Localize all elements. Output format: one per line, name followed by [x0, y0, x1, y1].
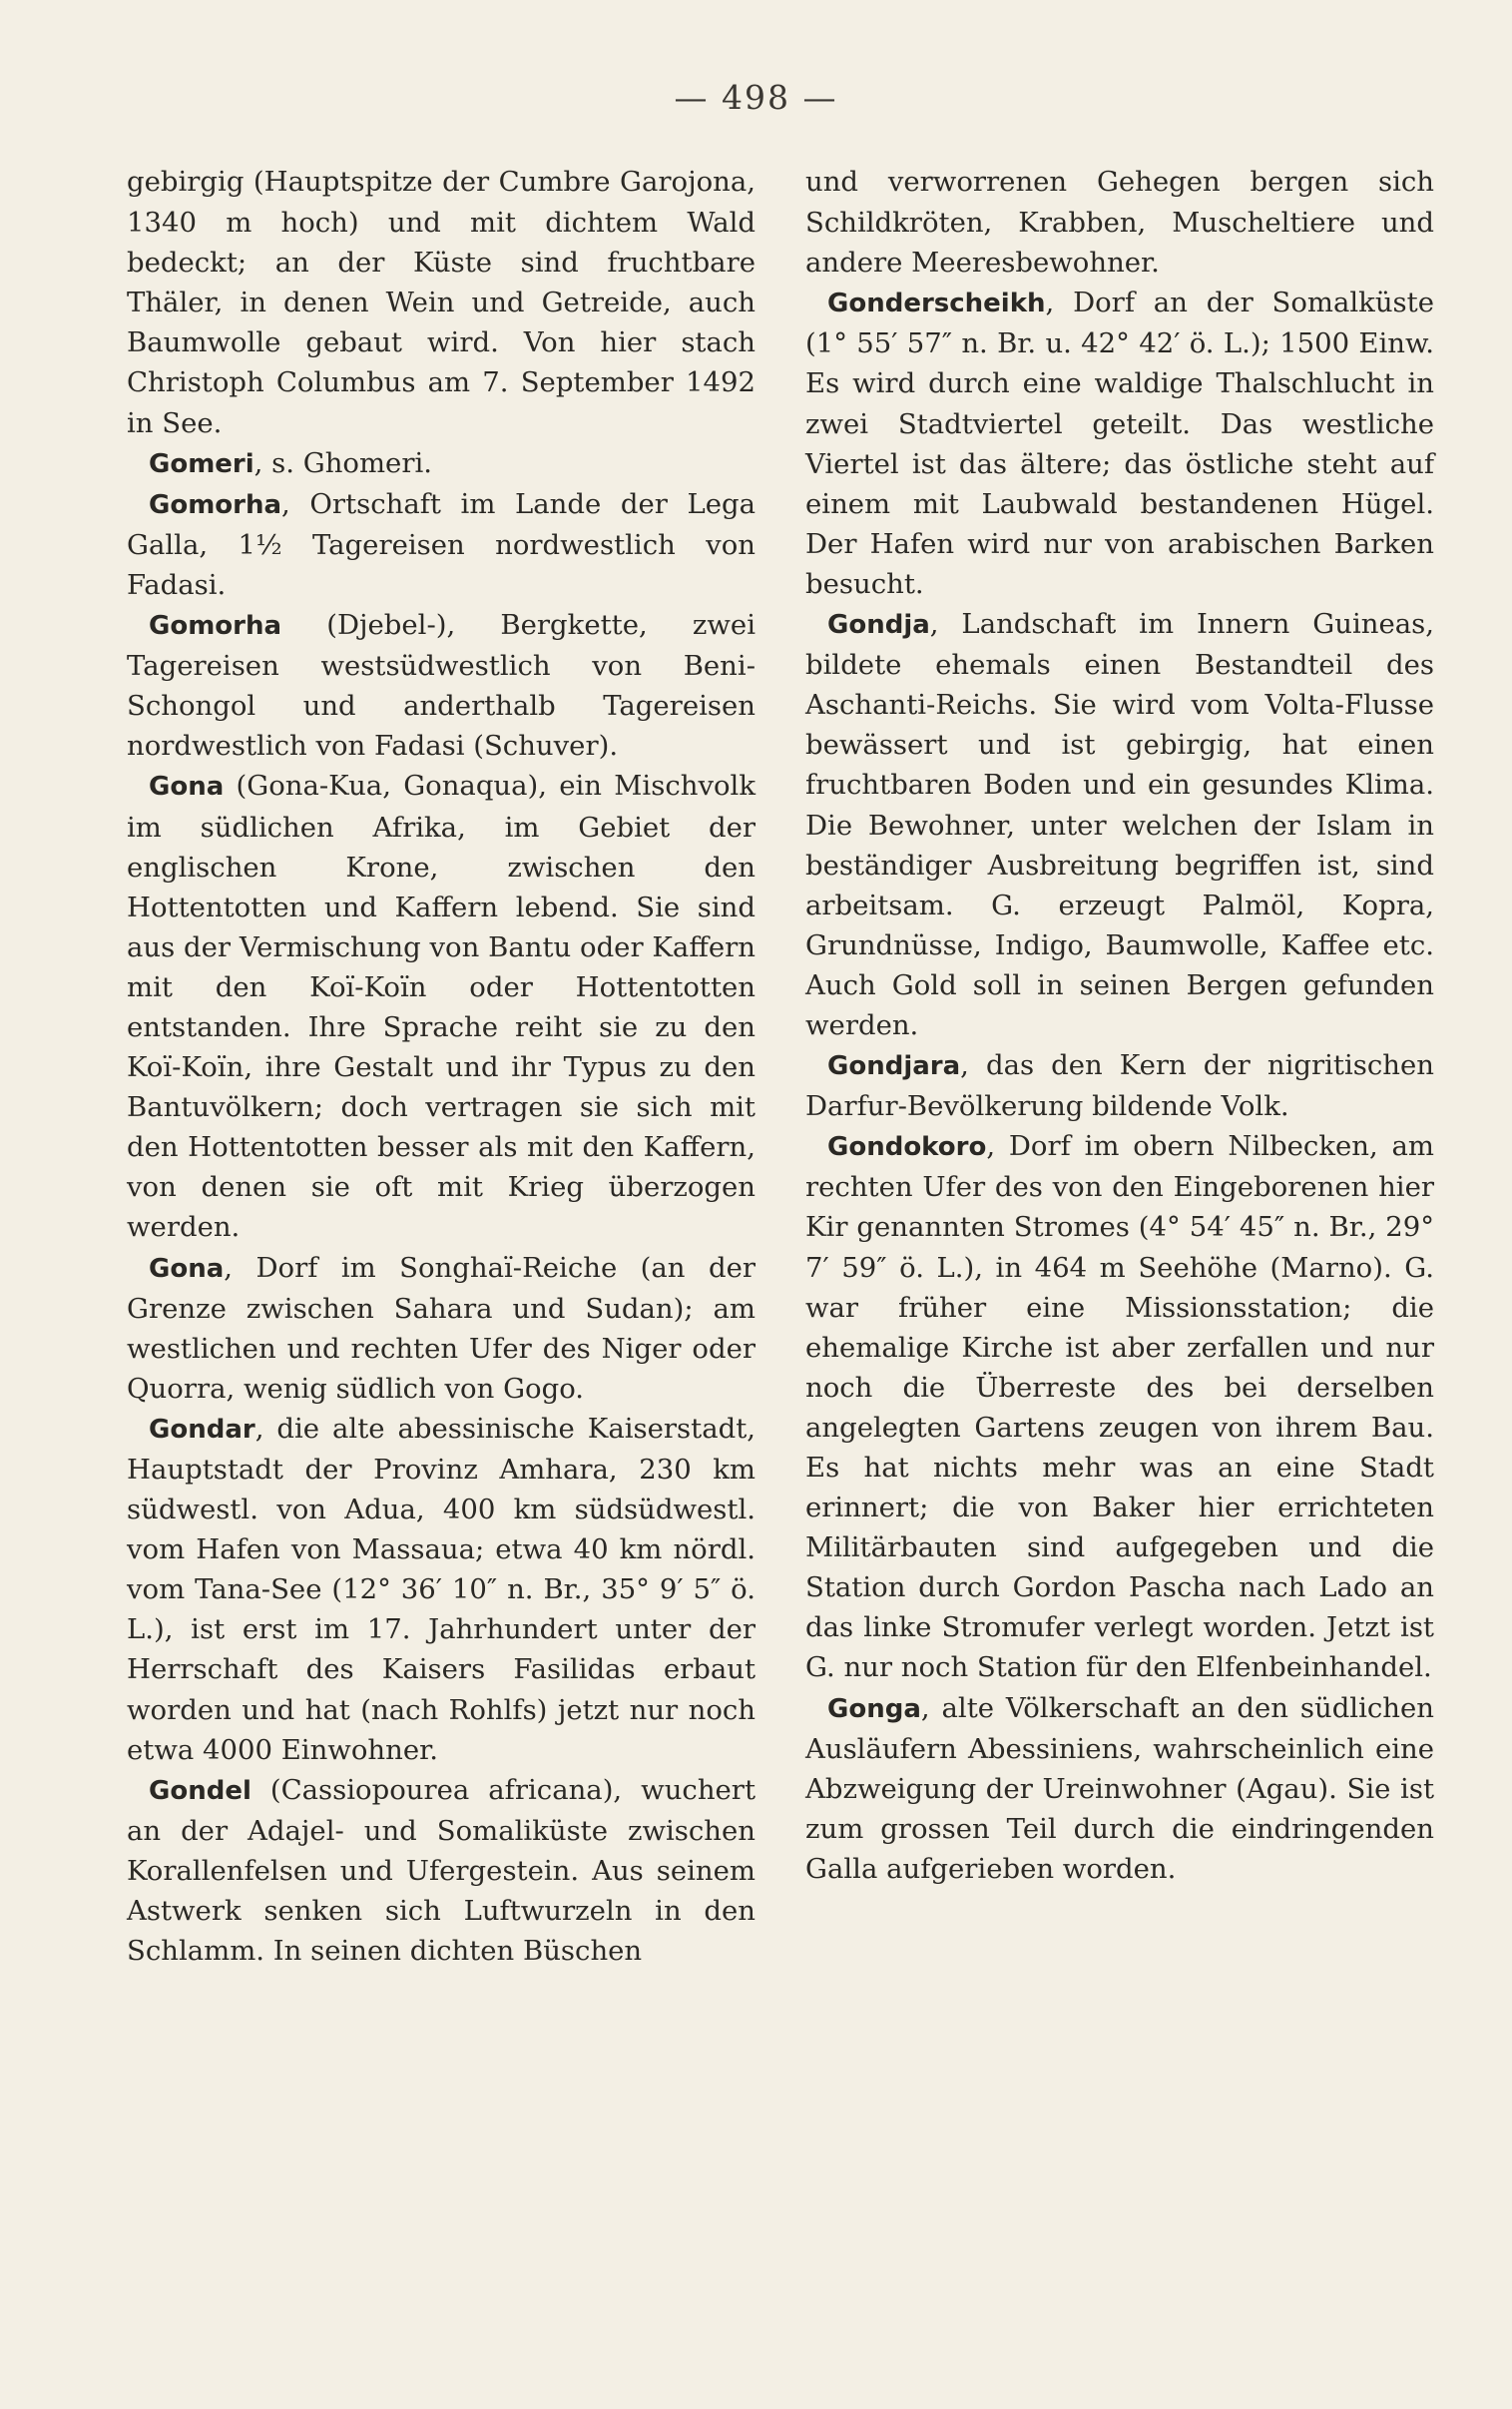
right-column [805, 162, 1434, 1889]
entry-text: (Djebel-), Bergkette, zwei Tagereisen westsüdwestlich von Beni-Schongol und anderthalb Tagereisen nordwestlich von Fadasi (Schuver). [127, 609, 756, 763]
entry-text: und verworrenen Gehegen bergen sich Schildkröten, Krabben, Muscheltiere und andere Meeresbewohner. [805, 166, 1434, 280]
entry [127, 1409, 756, 1770]
entry-text: , alte Völkerschaft an den südlichen Ausläufern Abessiniens, wahrscheinlich eine Abzweigung der Ureinwohner (Agau). Sie ist zum grossen Teil durch die eindringenden Galla aufgerieben worden. [805, 1691, 1434, 1885]
page-number: — 498 — [674, 78, 838, 117]
entry-text: , Dorf im Songhaï-Reiche (an der Grenze zwischen Sahara und Sudan); am westlichen und rechten Ufer des Niger oder Quorra, wenig südlich von Gogo. [127, 1251, 756, 1405]
entry-lemma: Gondokoro [827, 1132, 987, 1163]
entry [805, 1045, 1434, 1126]
left-column [127, 162, 756, 1971]
entry [805, 283, 1434, 604]
entry-text: , Ortschaft im Lande der Lega Galla, 1½ Tagereisen nordwestlich von Fadasi. [127, 487, 756, 601]
entry [127, 1248, 756, 1409]
entry-text: gebirgig (Hauptspitze der Cumbre Garojona, 1340 m hoch) und mit dichtem Wald bedeckt; an der Küste sind fruchtbare Thäler, in denen Wein und Getreide, auch Baumwolle gebaut wird. Von hier stach Christoph Columbus am 7. September 1492 in See. [127, 166, 756, 439]
entry-text: , Dorf an der Somalküste (1° 55′ 57″ n. Br. u. 42° 42′ ö. L.); 1500 Einw. Es wird durch eine waldige Thalschlucht in zwei Stadtviertel geteilt. Das westliche Viertel ist das ältere; das östliche steht auf einem mit Laubwald bestandenen Hügel. Der Hafen wird nur von arabischen Barken besucht. [805, 287, 1434, 600]
entry-text: (Gona-Kua, Gonaqua), ein Mischvolk im südlichen Afrika, im Gebiet der englischen Krone, zwischen den Hottentotten und Kaffern lebend. Sie sind aus der Vermischung von Bantu oder Kaffern mit den Koï-Koïn oder Hottentotten entstanden. Ihre Sprache reiht sie zu den Koï-Koïn, ihre Gestalt und ihr Typus zu den Bantuvölkern; doch vertragen sie sich mit den Hottentotten besser als mit den Kaffern, von denen sie oft mit Krieg überzogen werden. [127, 770, 756, 1244]
entry-lemma: Gomorha [149, 489, 282, 520]
entry [127, 484, 756, 605]
entry-lemma: Gomorha [149, 611, 282, 642]
entry-lemma: Gona [149, 772, 225, 803]
entry [805, 604, 1434, 1045]
entry-lemma: Gonderscheikh [827, 289, 1046, 319]
entry-lemma: Gonga [827, 1693, 921, 1724]
entry-text: , das den Kern der nigritischen Darfur-Bevölkerung bildende Volk. [805, 1049, 1434, 1123]
entry-lemma: Gondel [149, 1775, 252, 1806]
entry-lemma: Gondar [149, 1414, 255, 1445]
entry [805, 1688, 1434, 1889]
entry-text: , s. Ghomeri. [253, 446, 433, 479]
entry [805, 162, 1434, 283]
entry [127, 766, 756, 1247]
entry [805, 1126, 1434, 1687]
entry-text: , Dorf im obern Nilbecken, am rechten Ufer des von den Eingeborenen hier Kir genannten Stromes (4° 54′ 45″ n. Br., 29° 7′ 59″ ö. L.), in 464 m Seehöhe (Marno). G. war früher eine Missionsstation; die ehemalige Kirche ist aber zerfallen und nur noch die Überreste des bei derselben angelegten Gartens zeugen von ihrem Bau. Es hat nichts mehr was an eine Stadt erinnert; die von Baker hier errichteten Militärbauten sind aufgegeben und die Station durch Gordon Pascha nach Lado an das linke Stromufer verlegt worden. Jetzt ist G. nur noch Station für den Elfenbeinhandel. [805, 1130, 1434, 1684]
entry [127, 162, 756, 443]
entry-text: (Cassiopourea africana), wuchert an der Adajel- und Somaliküste zwischen Korallenfelsen und Ufergestein. Aus seinem Astwerk senken sich Luftwurzeln in den Schlamm. In seinen dichten Büschen [127, 1773, 756, 1968]
entry-lemma: Gona [149, 1253, 225, 1284]
entry-lemma: Gondjara [827, 1051, 961, 1082]
entry-lemma: Gondja [827, 610, 930, 641]
entry [127, 1770, 756, 1971]
entry-text: , die alte abessinische Kaiserstadt, Hauptstadt der Provinz Amhara, 230 km südwestl. von Adua, 400 km südsüdwestl. vom Hafen von Massaua; etwa 40 km nördl. vom Tana-See (12° 36′ 10″ n. Br., 35° 9′ 5″ ö. L.), ist erst im 17. Jahrhundert unter der Herrschaft des Kaisers Fasilidas erbaut worden und hat (nach Rohlfs) jetzt nur noch etwa 4000 Einwohner. [127, 1412, 756, 1766]
entry-lemma: Gomeri [149, 448, 254, 479]
entry [127, 605, 756, 766]
entry [127, 443, 756, 484]
entry-text: , Landschaft im Innern Guineas, bildete ehemals einen Bestandteil des Aschanti-Reichs. Sie wird vom Volta-Flusse bewässert und ist gebirgig, hat einen fruchtbaren Boden und ein gesundes Klima. Die Bewohner, unter welchen der Islam in beständiger Ausbreitung begriffen ist, sind arbeitsam. G. erzeugt Palmöl, Kopra, Grundnüsse, Indigo, Baumwolle, Kaffee etc. Auch Gold soll in seinen Bergen gefunden werden. [805, 608, 1434, 1041]
